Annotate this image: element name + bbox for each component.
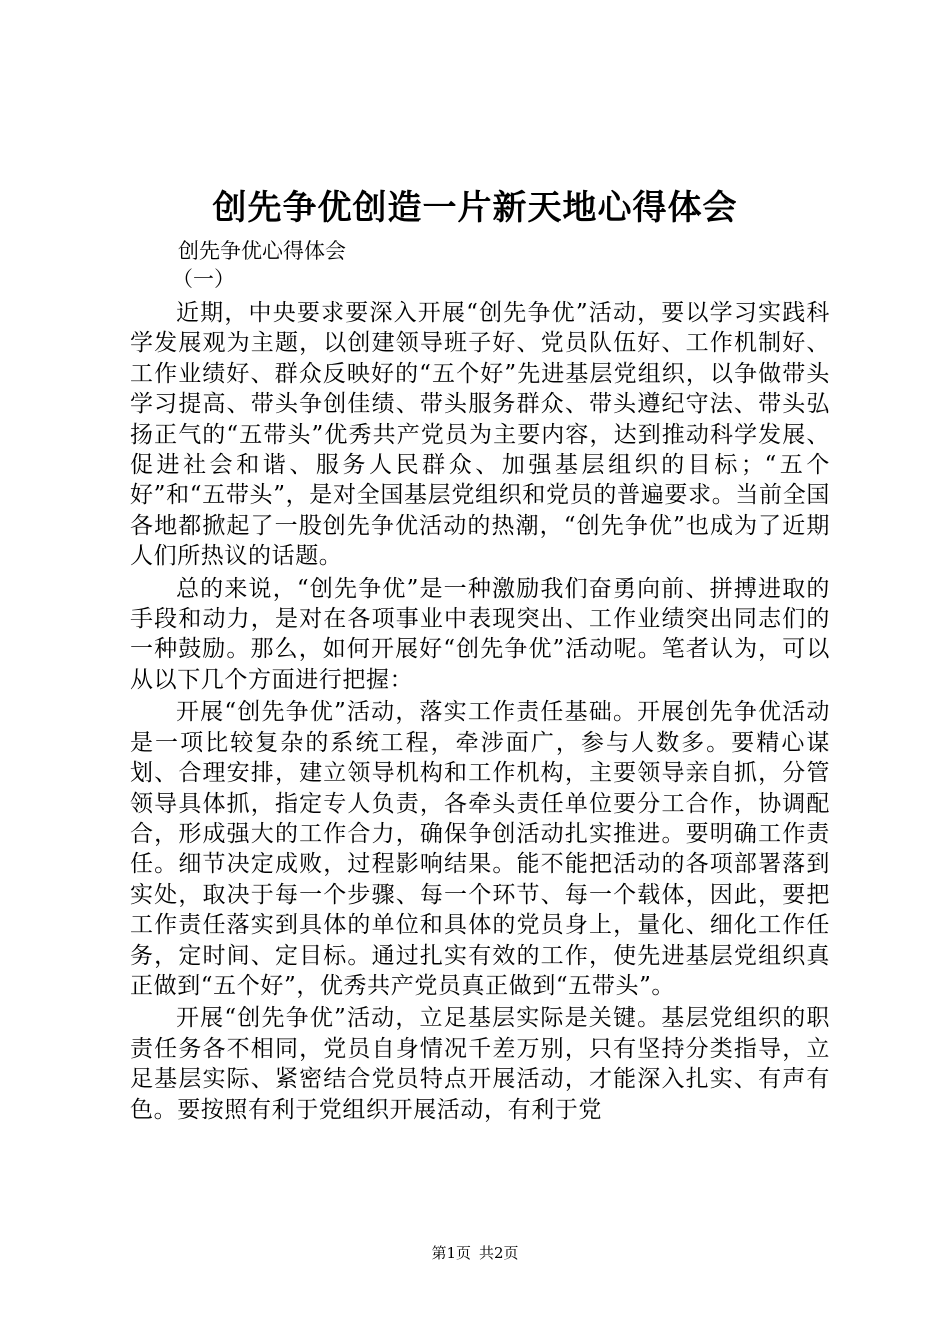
document-body — [130, 298, 830, 1127]
paragraph: 开展“创先争优”活动，落实工作责任基础。开展创先争优活动是一项比较复杂的系统工程，牵涉面广，参与人数多。要精心谋划、合理安排，建立领导机构和工作机构，主要领导亲自抓，分管领导具体抓，指定专人负责，各牵头责任单位要分工合作，协调配合，形成强大的工作合力，确保争创活动扎实推进。要明确工作责任。细节决定成败，过程影响结果。能不能把活动的各项部署落到实处，取决于每一个步骤、每一个环节、每一个载体，因此，要把工作责任落实到具体的单位和具体的党员身上，量化、细化工作任务，定时间、定目标。通过扎实有效的工作，使先进基层党组织真正做到“五个好”，优秀共产党员真正做到“五带头”。 — [130, 699, 830, 999]
paragraph: 开展“创先争优”活动，立足基层实际是关键。基层党组织的职责任务各不相同，党员自身情况千差万别，只有坚持分类指导，立足基层实际、紧密结合党员特点开展活动，才能深入扎实、有声有色。要按照有利于党组织开展活动，有利于党 — [130, 1005, 830, 1123]
paragraph: 总的来说，“创先争优”是一种激励我们奋勇向前、拼搏进取的手段和动力，是对在各项事业中表现突出、工作业绩突出同志们的一种鼓励。那么，如何开展好“创先争优”活动呢。笔者认为，可以从以下几个方面进行把握： — [130, 575, 830, 693]
page-footer — [0, 1243, 950, 1263]
section-number: （一） — [172, 267, 235, 291]
page-total: 共2页 — [479, 1244, 519, 1262]
paragraph: 近期，中央要求要深入开展“创先争优”活动，要以学习实践科学发展观为主题，以创建领导班子好、党员队伍好、工作机制好、工作业绩好、群众反映好的“五个好”先进基层党组织，以争做带头学习提高、带头争创佳绩、带头服务群众、带头遵纪守法、带头弘扬正气的“五带头”优秀共产党员为主要内容，达到推动科学发展、促进社会和谐、服务人民群众、加强基层组织的目标；“五个好”和“五带头”，是对全国基层党组织和党员的普遍要求。当前全国各地都掀起了一股创先争优活动的热潮，“创先争优”也成为了近期人们所热议的话题。 — [130, 300, 830, 570]
page-current: 第1页 — [431, 1244, 471, 1262]
document-title: 创先争优创造一片新天地心得体会 — [212, 188, 738, 228]
document-subtitle: 创先争优心得体会 — [178, 239, 346, 263]
